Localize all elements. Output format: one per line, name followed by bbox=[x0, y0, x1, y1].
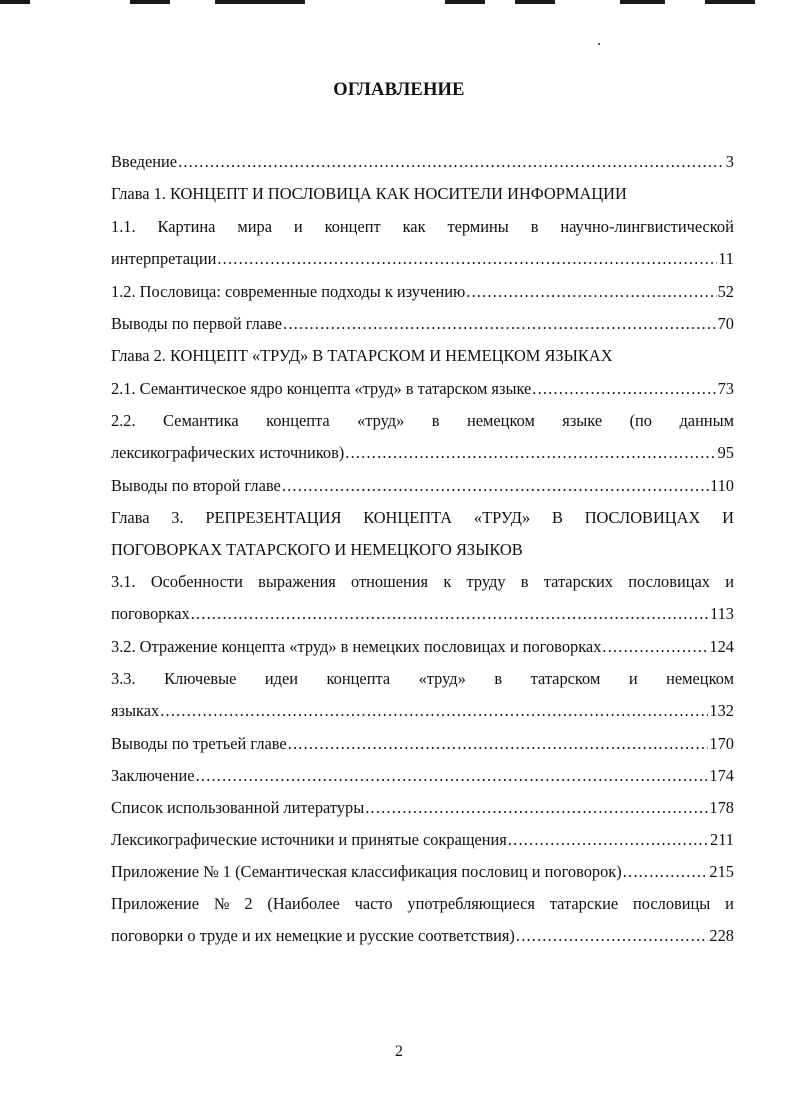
toc-word: «ТРУД» bbox=[473, 508, 531, 527]
toc-page-number: 73 bbox=[717, 379, 734, 398]
toc-word: Семантика bbox=[163, 411, 239, 430]
page-number: 2 bbox=[395, 1043, 403, 1060]
toc-word: пословицы bbox=[632, 894, 711, 913]
toc-word: 1.1. bbox=[111, 217, 136, 236]
toc-word: татарских bbox=[543, 572, 613, 591]
dot-leader bbox=[345, 443, 716, 463]
toc-word: немецком bbox=[466, 411, 535, 430]
toc-word: ПОСЛОВИЦАХ bbox=[584, 508, 701, 527]
dot-leader bbox=[217, 249, 717, 269]
toc-word: 2 bbox=[244, 894, 253, 913]
toc-chapter-heading-continued[interactable] bbox=[111, 540, 734, 560]
toc-page-number: 11 bbox=[718, 249, 734, 268]
toc-word: идеи bbox=[264, 669, 299, 688]
toc-word: пословицах bbox=[628, 572, 710, 591]
dot-leader bbox=[623, 862, 709, 882]
toc-word: № bbox=[213, 894, 230, 913]
toc-entry[interactable] bbox=[111, 476, 734, 496]
toc-word: концепта bbox=[266, 411, 330, 430]
toc-word: языке bbox=[562, 411, 603, 430]
toc-word: научно-лингвистической bbox=[560, 217, 734, 236]
toc-word: отношения bbox=[351, 572, 429, 591]
toc-entry[interactable] bbox=[111, 637, 734, 657]
toc-page-number: 215 bbox=[709, 862, 734, 881]
toc-word: 2.2. bbox=[111, 411, 136, 430]
toc-word: 3. bbox=[171, 508, 184, 527]
toc-word: часто bbox=[354, 894, 393, 913]
dot-leader bbox=[288, 734, 709, 754]
toc-entry-title: 2.1. Семантическое ядро концепта «труд» в татарском языке bbox=[111, 379, 532, 398]
page-title: ОГЛАВЛЕНИЕ bbox=[333, 80, 465, 100]
toc-word: концепта bbox=[326, 669, 391, 688]
toc-entry-title: языках bbox=[111, 701, 160, 720]
toc-entry[interactable] bbox=[111, 443, 734, 463]
toc-page-number: 52 bbox=[717, 282, 734, 301]
toc-entry-title: поговорки о труде и их немецкие и русские соответствия) bbox=[111, 926, 515, 945]
toc-word: в bbox=[520, 572, 529, 591]
dot-leader bbox=[283, 314, 717, 334]
toc-entry-first-line[interactable] bbox=[111, 894, 734, 914]
toc-word: И bbox=[722, 508, 734, 527]
toc-entry[interactable] bbox=[111, 926, 734, 946]
toc-word: к bbox=[443, 572, 452, 591]
toc-entry[interactable] bbox=[111, 379, 734, 399]
toc-entry[interactable] bbox=[111, 152, 734, 172]
toc-word: и bbox=[628, 669, 638, 688]
dot-leader bbox=[178, 152, 725, 172]
toc-page-number: 178 bbox=[709, 798, 734, 817]
toc-word: и bbox=[725, 572, 734, 591]
toc-entry-title: ПОГОВОРКАХ ТАТАРСКОГО И НЕМЕЦКОГО ЯЗЫКОВ bbox=[111, 540, 523, 559]
dot-leader bbox=[532, 379, 716, 399]
toc-entry[interactable] bbox=[111, 734, 734, 754]
toc-entry-title: лексикографических источников) bbox=[111, 443, 345, 462]
toc-entry-title: Введение bbox=[111, 152, 178, 171]
toc-word: как bbox=[402, 217, 426, 236]
toc-chapter-heading[interactable] bbox=[111, 184, 734, 204]
toc-word: Приложение bbox=[111, 894, 199, 913]
toc-entry[interactable] bbox=[111, 282, 734, 302]
toc-word: «труд» bbox=[357, 411, 405, 430]
toc-page-number: 124 bbox=[709, 637, 734, 656]
toc-page-number: 211 bbox=[710, 830, 734, 849]
toc-word: употребляющиеся bbox=[407, 894, 535, 913]
toc-word: Глава bbox=[111, 508, 150, 527]
toc-entry[interactable] bbox=[111, 701, 734, 721]
toc-page-number: 174 bbox=[709, 766, 734, 785]
dot-leader bbox=[365, 798, 708, 818]
dot-leader bbox=[516, 926, 709, 946]
toc-page-number: 95 bbox=[717, 443, 734, 462]
toc-word: (по bbox=[629, 411, 653, 430]
toc-entry-title: 3.2. Отражение концепта «труд» в немецких пословицах и поговорках bbox=[111, 637, 602, 656]
toc-entry-title: интерпретации bbox=[111, 249, 217, 268]
toc-page-number: 110 bbox=[710, 476, 734, 495]
dot-leader bbox=[196, 766, 709, 786]
table-of-contents bbox=[111, 0, 734, 1000]
toc-entry[interactable] bbox=[111, 604, 734, 624]
toc-word: выражения bbox=[258, 572, 336, 591]
toc-word: 3.1. bbox=[111, 572, 136, 591]
toc-word: (Наиболее bbox=[267, 894, 340, 913]
dot-leader bbox=[282, 476, 709, 496]
toc-entry[interactable] bbox=[111, 830, 734, 850]
toc-entry-title: Список использованной литературы bbox=[111, 798, 365, 817]
toc-page-number: 70 bbox=[717, 314, 734, 333]
toc-word: в bbox=[530, 217, 539, 236]
toc-entry-title: Глава 2. КОНЦЕПТ «ТРУД» В ТАТАРСКОМ И НЕМЕЦКОМ ЯЗЫКАХ bbox=[111, 346, 613, 365]
toc-entry-title: Выводы по второй главе bbox=[111, 476, 281, 495]
toc-entry-title: 1.2. Пословица: современные подходы к изучению bbox=[111, 282, 466, 301]
toc-word: РЕПРЕЗЕНТАЦИЯ bbox=[205, 508, 342, 527]
toc-entry[interactable] bbox=[111, 862, 734, 882]
toc-word: В bbox=[551, 508, 563, 527]
toc-word: Особенности bbox=[150, 572, 243, 591]
toc-entry-first-line[interactable] bbox=[111, 411, 734, 431]
toc-entry-title: Приложение № 1 (Семантическая классификация пословиц и поговорок) bbox=[111, 862, 622, 881]
dot-leader bbox=[160, 701, 708, 721]
toc-page-number: 113 bbox=[710, 604, 734, 623]
toc-entry-first-line[interactable] bbox=[111, 572, 734, 592]
toc-page-number: 170 bbox=[709, 734, 734, 753]
toc-word: термины bbox=[447, 217, 509, 236]
toc-entry[interactable] bbox=[111, 249, 734, 269]
toc-word: татарском bbox=[530, 669, 601, 688]
toc-word: Картина bbox=[157, 217, 216, 236]
toc-page-number: 228 bbox=[709, 926, 734, 945]
toc-word: 3.3. bbox=[111, 669, 136, 688]
toc-word: и bbox=[725, 894, 734, 913]
toc-entry[interactable] bbox=[111, 314, 734, 334]
toc-word: немецком bbox=[666, 669, 734, 688]
toc-word: данным bbox=[679, 411, 734, 430]
toc-word: труду bbox=[466, 572, 506, 591]
toc-entry-title: Выводы по третьей главе bbox=[111, 734, 287, 753]
toc-word: мира bbox=[237, 217, 272, 236]
toc-entry-title: Заключение bbox=[111, 766, 195, 785]
dot-leader bbox=[602, 637, 708, 657]
toc-entry-title: поговорках bbox=[111, 604, 190, 623]
toc-word: и bbox=[293, 217, 303, 236]
dot-leader bbox=[191, 604, 709, 624]
toc-word: КОНЦЕПТА bbox=[363, 508, 453, 527]
toc-entry-title: Лексикографические источники и принятые сокращения bbox=[111, 830, 507, 849]
toc-chapter-heading[interactable] bbox=[111, 346, 734, 366]
toc-page-number: 132 bbox=[709, 701, 734, 720]
dot-leader bbox=[466, 282, 716, 302]
toc-entry[interactable] bbox=[111, 766, 734, 786]
toc-page-number: 3 bbox=[725, 152, 734, 171]
toc-entry-title: Глава 1. КОНЦЕПТ И ПОСЛОВИЦА КАК НОСИТЕЛИ ИНФОРМАЦИИ bbox=[111, 184, 627, 203]
toc-word: Ключевые bbox=[164, 669, 237, 688]
toc-chapter-heading[interactable] bbox=[111, 508, 734, 528]
toc-entry-first-line[interactable] bbox=[111, 669, 734, 689]
toc-word: «труд» bbox=[418, 669, 466, 688]
toc-entry-title: Выводы по первой главе bbox=[111, 314, 283, 333]
toc-word: в bbox=[431, 411, 440, 430]
toc-word: в bbox=[494, 669, 503, 688]
toc-entry[interactable] bbox=[111, 798, 734, 818]
toc-word: татарские bbox=[549, 894, 619, 913]
toc-entry-first-line[interactable] bbox=[111, 217, 734, 237]
dot-leader bbox=[508, 830, 709, 850]
toc-word: концепт bbox=[324, 217, 381, 236]
